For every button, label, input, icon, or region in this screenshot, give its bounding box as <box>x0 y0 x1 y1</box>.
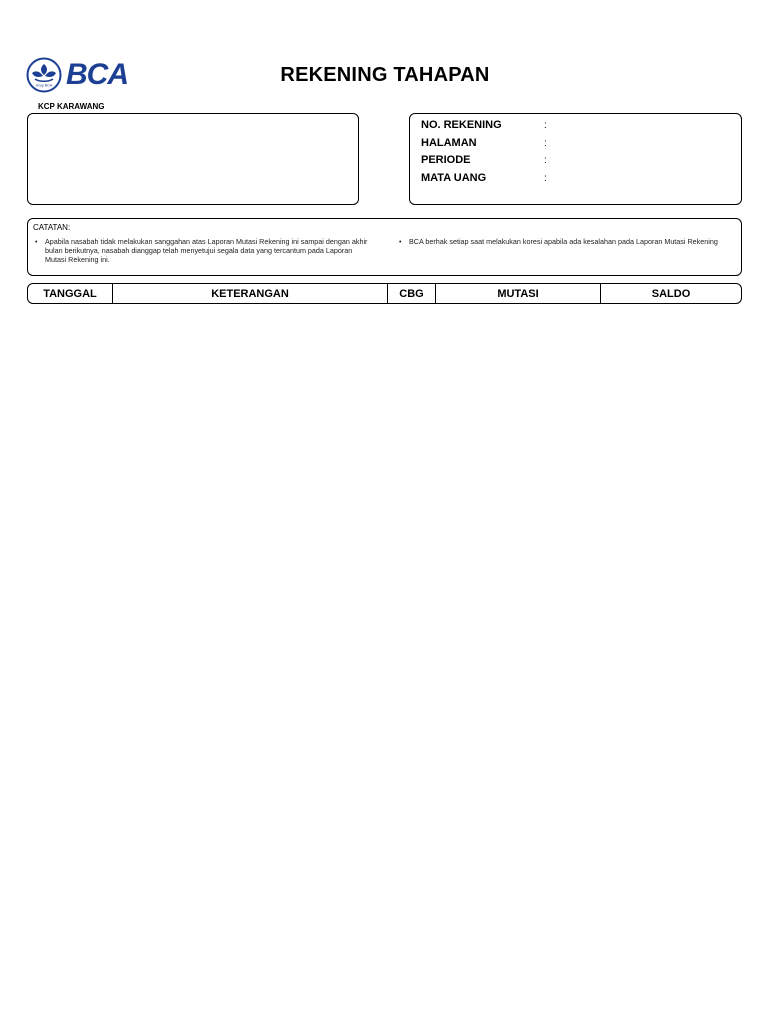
note-item: • BCA berhak setiap saat melakukan koresi apabila ada kesalahan pada Laporan Mutasi Rekening <box>397 237 739 246</box>
account-number-separator: : <box>544 120 547 131</box>
bca-emblem-icon <box>26 57 62 93</box>
period-separator: : <box>544 155 547 166</box>
column-header-date: TANGGAL <box>28 284 113 303</box>
account-info-box <box>409 113 742 205</box>
currency-label: MATA UANG <box>421 172 487 184</box>
notes-title: CATATAN: <box>33 223 71 232</box>
logo-text: BCA <box>66 58 128 91</box>
customer-address-box <box>27 113 359 205</box>
column-header-mutation: MUTASI <box>436 284 601 303</box>
branch-label: KCP KARAWANG <box>38 102 105 111</box>
period-label: PERIODE <box>421 154 471 166</box>
transaction-table-header <box>27 283 742 304</box>
note-item: • Apabila nasabah tidak melakukan sanggahan atas Laporan Mutasi Rekening ini sampai dengan akhir bulan berikutnya, nasabah dianggap telah menyetujui segala data yang tercantum pada Laporan Mutasi Rekening ini. <box>33 237 373 264</box>
bca-logo <box>26 57 142 93</box>
emblem-caption: Grup BCA <box>35 83 53 88</box>
page-separator: : <box>544 138 547 149</box>
page-label: HALAMAN <box>421 137 477 149</box>
column-header-branch: CBG <box>388 284 436 303</box>
notes-box <box>27 218 742 276</box>
document-title: REKENING TAHAPAN <box>280 64 490 86</box>
currency-separator: : <box>544 173 547 184</box>
column-header-balance: SALDO <box>651 287 691 300</box>
column-header-description: KETERANGAN <box>113 284 388 303</box>
account-number-label: NO. REKENING <box>421 119 502 131</box>
